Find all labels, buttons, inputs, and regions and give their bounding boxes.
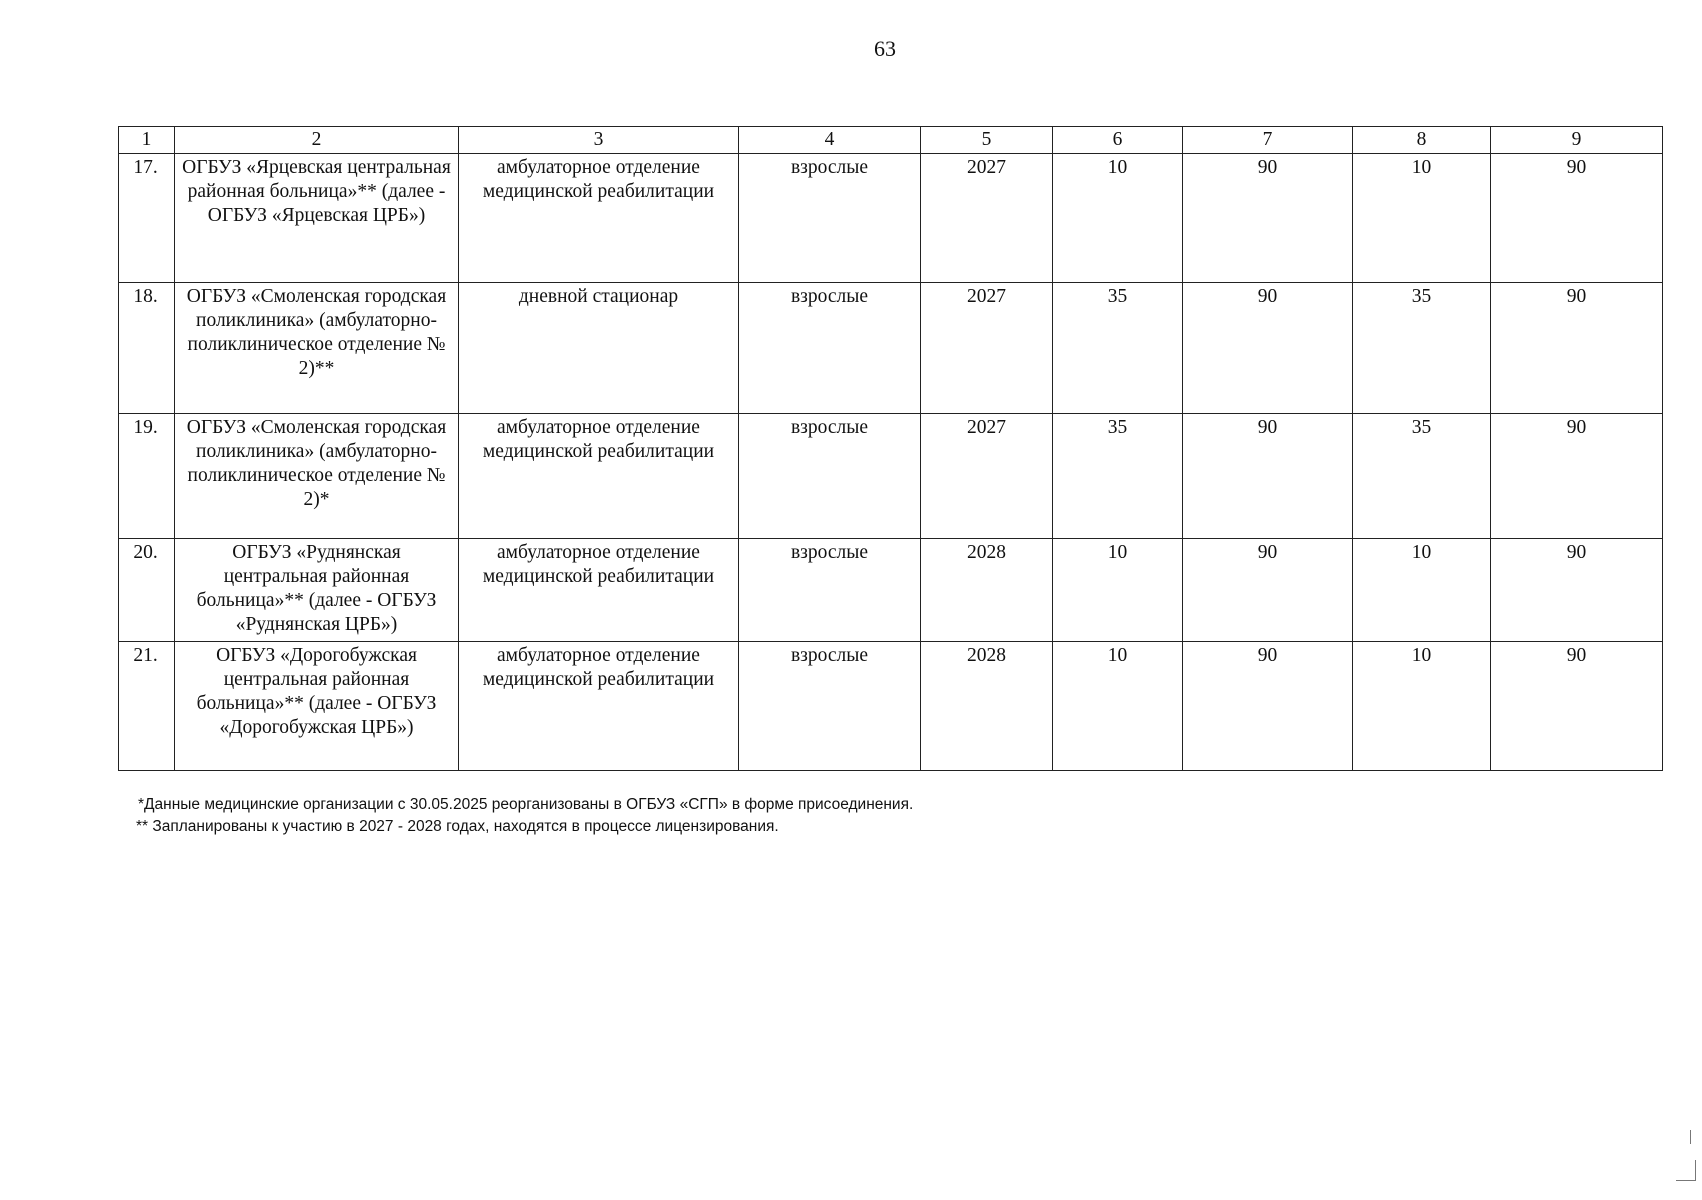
row-number: 17.: [119, 154, 175, 283]
value-cell-col7: 90: [1183, 283, 1353, 414]
table-row: [119, 154, 1663, 283]
patient-group-cell: взрослые: [739, 539, 921, 642]
value-cell-col8: 10: [1353, 154, 1491, 283]
table-row: [119, 414, 1663, 539]
table-header-row: [119, 127, 1663, 154]
value-cell-col6: 35: [1053, 283, 1183, 414]
column-number-6: 6: [1053, 127, 1183, 154]
value-cell-col9: 90: [1491, 642, 1663, 771]
value-cell-col7: 90: [1183, 154, 1353, 283]
value-cell-col9: 90: [1491, 283, 1663, 414]
value-cell-col7: 90: [1183, 414, 1353, 539]
scan-artifact-mark: [1690, 1130, 1691, 1144]
department-cell: амбулаторное отделение медицинской реабилитации: [459, 414, 739, 539]
table-row: [119, 642, 1663, 771]
page-number: 63: [874, 36, 896, 61]
value-cell-col9: 90: [1491, 414, 1663, 539]
column-number-5: 5: [921, 127, 1053, 154]
department-cell: амбулаторное отделение медицинской реабилитации: [459, 539, 739, 642]
column-number-3: 3: [459, 127, 739, 154]
organization-cell: ОГБУЗ «Дорогобужская центральная районная больница»** (далее - ОГБУЗ «Дорогобужская ЦРБ»): [175, 642, 459, 771]
year-cell: 2028: [921, 539, 1053, 642]
row-number: 20.: [119, 539, 175, 642]
organization-cell: ОГБУЗ «Руднянская центральная районная больница»** (далее - ОГБУЗ «Руднянская ЦРБ»): [175, 539, 459, 642]
row-number: 19.: [119, 414, 175, 539]
organization-cell: ОГБУЗ «Смоленская городская поликлиника» (амбулаторно-поликлиническое отделение № 2)*: [175, 414, 459, 539]
organization-cell: ОГБУЗ «Ярцевская центральная районная больница»** (далее - ОГБУЗ «Ярцевская ЦРБ»): [175, 154, 459, 283]
row-number: 18.: [119, 283, 175, 414]
patient-group-cell: взрослые: [739, 283, 921, 414]
table-row: [119, 539, 1663, 642]
footnote-reorganized: *Данные медицинские организации с 30.05.2025 реорганизованы в ОГБУЗ «СГП» в форме присоединения.: [138, 796, 914, 813]
facilities-table: [118, 126, 1663, 771]
organization-cell: ОГБУЗ «Смоленская городская поликлиника» (амбулаторно-поликлиническое отделение № 2)**: [175, 283, 459, 414]
department-cell: дневной стационар: [459, 283, 739, 414]
patient-group-cell: взрослые: [739, 154, 921, 283]
year-cell: 2027: [921, 154, 1053, 283]
scan-artifact-corner-vertical: [1695, 1160, 1696, 1180]
table-row: [119, 283, 1663, 414]
value-cell-col9: 90: [1491, 539, 1663, 642]
department-cell: амбулаторное отделение медицинской реабилитации: [459, 642, 739, 771]
value-cell-col8: 10: [1353, 642, 1491, 771]
footnote-planned: ** Запланированы к участию в 2027 - 2028 годах, находятся в процессе лицензирования.: [136, 818, 779, 835]
column-number-9: 9: [1491, 127, 1663, 154]
value-cell-col7: 90: [1183, 539, 1353, 642]
value-cell-col6: 10: [1053, 642, 1183, 771]
patient-group-cell: взрослые: [739, 414, 921, 539]
year-cell: 2027: [921, 283, 1053, 414]
row-number: 21.: [119, 642, 175, 771]
value-cell-col7: 90: [1183, 642, 1353, 771]
column-number-7: 7: [1183, 127, 1353, 154]
year-cell: 2027: [921, 414, 1053, 539]
value-cell-col9: 90: [1491, 154, 1663, 283]
value-cell-col6: 10: [1053, 154, 1183, 283]
column-number-1: 1: [119, 127, 175, 154]
patient-group-cell: взрослые: [739, 642, 921, 771]
scan-artifact-corner: [1676, 1180, 1696, 1181]
value-cell-col8: 10: [1353, 539, 1491, 642]
value-cell-col6: 10: [1053, 539, 1183, 642]
value-cell-col8: 35: [1353, 414, 1491, 539]
value-cell-col6: 35: [1053, 414, 1183, 539]
footnotes: [138, 794, 913, 838]
value-cell-col8: 35: [1353, 283, 1491, 414]
column-number-2: 2: [175, 127, 459, 154]
column-number-4: 4: [739, 127, 921, 154]
year-cell: 2028: [921, 642, 1053, 771]
column-number-8: 8: [1353, 127, 1491, 154]
department-cell: амбулаторное отделение медицинской реабилитации: [459, 154, 739, 283]
